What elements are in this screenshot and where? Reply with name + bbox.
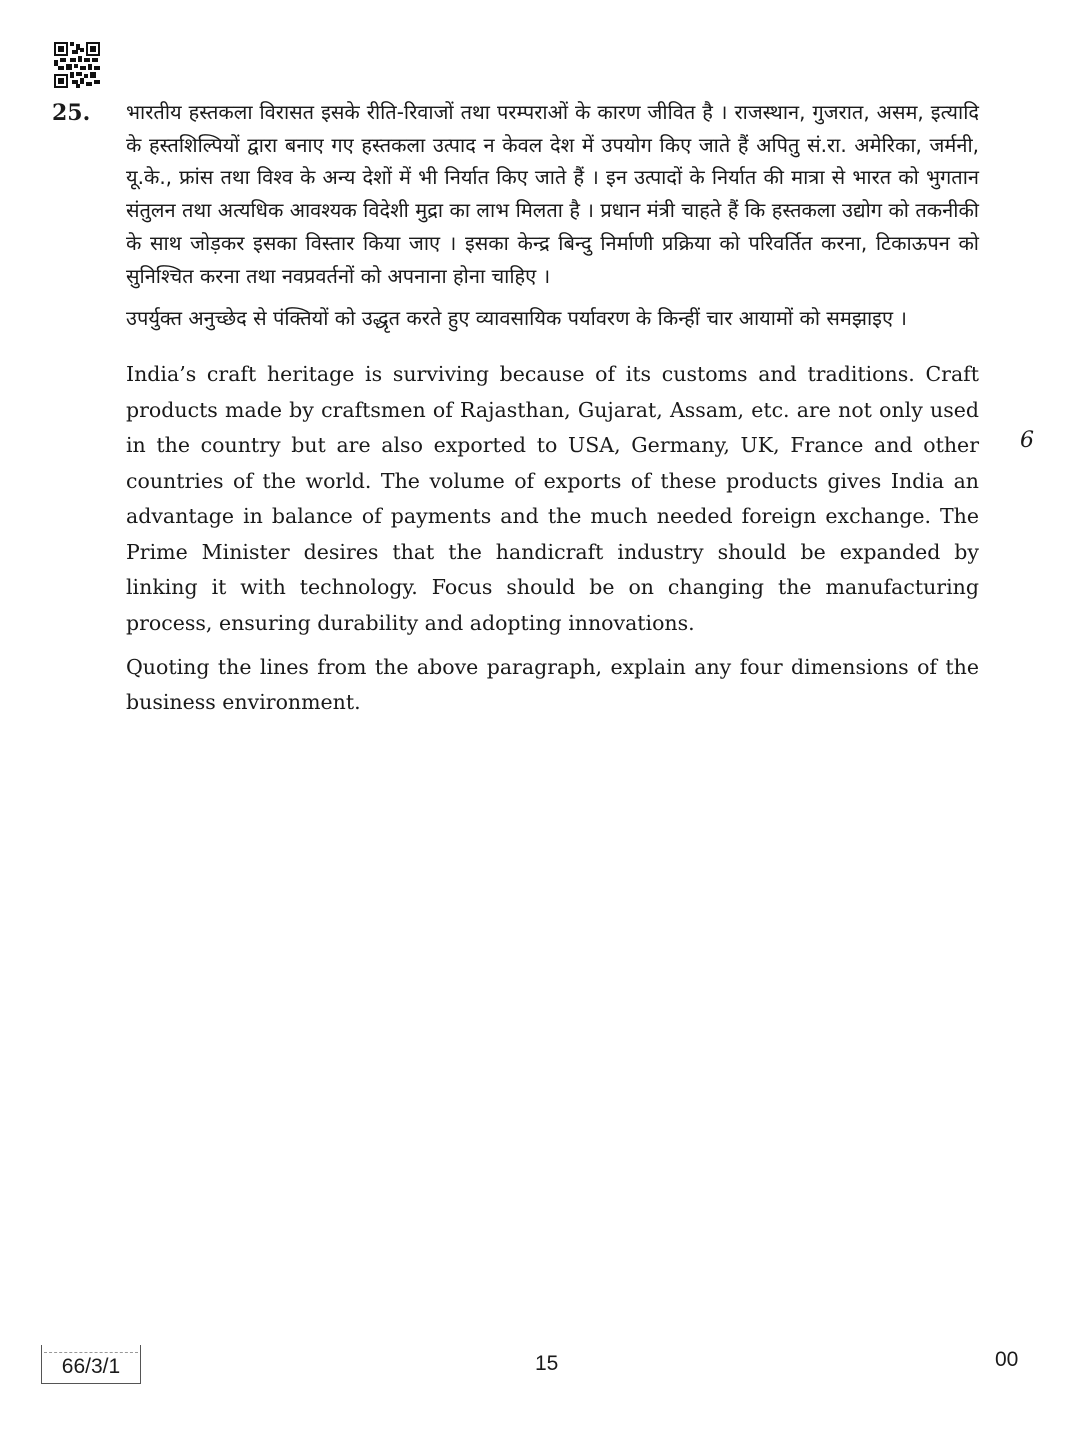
question-number: 25.: [52, 100, 91, 126]
qr-code-icon: [54, 42, 100, 88]
paper-code: 66/3/1: [61, 1355, 121, 1378]
set-code: 00: [995, 1348, 1019, 1371]
hindi-paragraph: भारतीय हस्तकला विरासत इसके रीति-रिवाजों तथा परम्पराओं के कारण जीवित है । राजस्थान, गुजरात, असम, इत्यादि के हस्तशिल्पियों द्वारा बनाए गए हस्तकला उत्पाद न केवल देश में उपयोग किए जाते हैं अपितु सं.रा. अमेरिका, जर्मनी, यू.के., फ्रांस तथा विश्व के अन्य देशों में भी निर्यात किए जाते हैं । इन उत्पादों के निर्यात की मात्रा से भारत को भुगतान संतुलन तथा अत्यधिक आवश्यक विदेशी मुद्रा का लाभ मिलता है । प्रधान मंत्री चाहते हैं कि हस्तकला उद्योग को तकनीकी के साथ जोड़कर इसका विस्तार किया जाए । इसका केन्द्र बिन्दु निर्माणी प्रक्रिया को परिवर्तित करना, टिकाऊपन को सुनिश्चित करना तथा नवप्रवर्तनों को अपनाना होना चाहिए ।: [126, 100, 979, 288]
english-paragraph: India’s craft heritage is surviving because of its customs and traditions. Craft products made by craftsmen of Rajasthan, Gujarat, Assam, etc. are not only used in the country but are also exported to USA, Germany, UK, France and other countries of the world. The volume of exports of these products gives India an advantage in balance of payments and the much needed foreign exchange. The Prime Minister desires that the handicraft industry should be expanded by linking it with technology. Focus should be on changing the manufacturing process, ensuring durability and adopting innovations.: [126, 361, 979, 636]
question-body: [126, 96, 979, 721]
english-question: Quoting the lines from the above paragraph, explain any four dimensions of the business environment.: [126, 654, 979, 715]
marks-label: 6: [1020, 428, 1034, 453]
paper-code-box: [41, 1345, 141, 1384]
microprint-line: [44, 1345, 138, 1353]
hindi-question: उपर्युक्त अनुच्छेद से पंक्तियों को उद्धृत करते हुए व्यावसायिक पर्यावरण के किन्हीं चार आयामों को समझाइए ।: [126, 306, 907, 331]
page-number: 15: [535, 1352, 559, 1375]
